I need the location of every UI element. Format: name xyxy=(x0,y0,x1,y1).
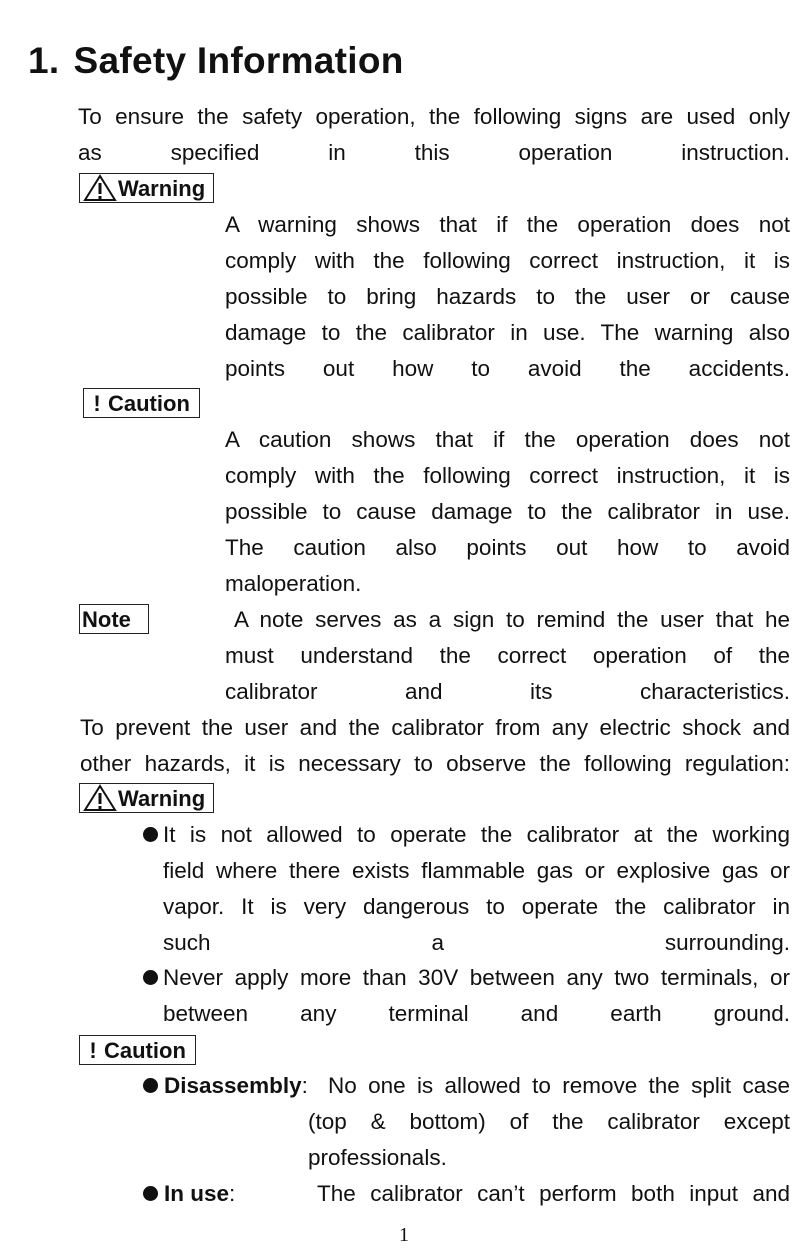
warning-bullet-dot xyxy=(143,960,164,996)
caution-description xyxy=(225,422,790,602)
disassembly-colon: : xyxy=(301,1073,308,1098)
caution-sign-box xyxy=(83,388,200,418)
prevent-line: other hazards, it is necessary to observe the following regulation: xyxy=(80,751,790,776)
caution-line: possible to cause damage to the calibrator in use. xyxy=(225,499,790,524)
section-title-text: Safety Information xyxy=(73,40,404,81)
warning-sign-box-2 xyxy=(79,783,214,813)
warning-description xyxy=(225,207,790,387)
caution-line: comply with the following correct instruction, it is xyxy=(225,463,790,488)
disassembly-line: No one is allowed to remove the split case xyxy=(328,1073,790,1098)
disassembly-line: professionals. xyxy=(308,1145,447,1170)
warning-item-line: It is not allowed to operate the calibrator at the working xyxy=(163,822,790,847)
intro-paragraph xyxy=(78,99,790,171)
disassembly-line: (top & bottom) of the calibrator except xyxy=(308,1109,790,1134)
prevent-line: To prevent the user and the calibrator from any electric shock and xyxy=(80,715,790,740)
caution-line: A caution shows that if the operation does not xyxy=(225,427,790,452)
warning-bullet-dot xyxy=(143,817,164,853)
warning-line: possible to bring hazards to the user or cause xyxy=(225,284,790,309)
warning-item-line: field where there exists flammable gas or explosive gas or xyxy=(163,858,790,883)
disassembly-term-row xyxy=(143,1068,308,1104)
warning-line: A warning shows that if the operation does not xyxy=(225,212,790,237)
caution-exclamation-icon: ! xyxy=(89,1038,97,1063)
inuse-term-row xyxy=(143,1176,235,1212)
warning-line: points out how to avoid the accidents. xyxy=(225,356,790,381)
warning-item-2 xyxy=(163,960,790,1032)
note-line: calibrator and its characteristics. xyxy=(225,679,790,704)
prevent-paragraph xyxy=(80,710,790,782)
warning-triangle-icon xyxy=(82,174,118,202)
warning-label-2: Warning xyxy=(118,786,206,811)
note-sign-box xyxy=(79,604,149,634)
page-number: 1 xyxy=(399,1224,409,1246)
warning-line: damage to the calibrator in use. The warning also xyxy=(225,320,790,345)
warning-item-1 xyxy=(163,817,790,961)
bullet-icon xyxy=(143,827,158,842)
disassembly-term: Disassembly xyxy=(164,1073,302,1098)
intro-line: as specified in this operation instruction. xyxy=(78,140,790,165)
note-label: Note xyxy=(82,607,131,632)
bullet-icon xyxy=(143,970,158,985)
note-line: A note serves as a sign to remind the user that he xyxy=(234,607,790,632)
section-title xyxy=(28,40,404,82)
warning-item-line: between any terminal and earth ground. xyxy=(163,1001,790,1026)
inuse-term: In use xyxy=(164,1181,230,1206)
caution-label: Caution xyxy=(108,391,190,416)
inuse-colon: : xyxy=(229,1181,236,1206)
disassembly-text xyxy=(308,1068,790,1176)
warning-label: Warning xyxy=(118,176,206,201)
caution-line: maloperation. xyxy=(225,571,362,596)
warning-sign-box xyxy=(79,173,214,203)
caution-exclamation-icon: ! xyxy=(93,391,101,416)
bullet-icon xyxy=(143,1078,158,1093)
warning-item-line: Never apply more than 30V between any two terminals, or xyxy=(163,965,790,990)
section-number: 1. xyxy=(28,40,60,81)
bullet-icon xyxy=(143,1186,158,1201)
intro-line: To ensure the safety operation, the following signs are used only xyxy=(78,104,790,129)
inuse-text xyxy=(317,1176,790,1212)
warning-item-line: such a surrounding. xyxy=(163,930,790,955)
warning-line: comply with the following correct instruction, it is xyxy=(225,248,790,273)
inuse-line: The calibrator can’t perform both input and xyxy=(317,1181,790,1206)
caution-label-2: Caution xyxy=(104,1038,186,1063)
caution-line: The caution also points out how to avoid xyxy=(225,535,790,560)
warning-item-line: vapor. It is very dangerous to operate the calibrator in xyxy=(163,894,790,919)
caution-sign-box-2 xyxy=(79,1035,196,1065)
note-description xyxy=(225,602,790,710)
note-line: must understand the correct operation of the xyxy=(225,643,790,668)
warning-triangle-icon xyxy=(82,784,118,812)
